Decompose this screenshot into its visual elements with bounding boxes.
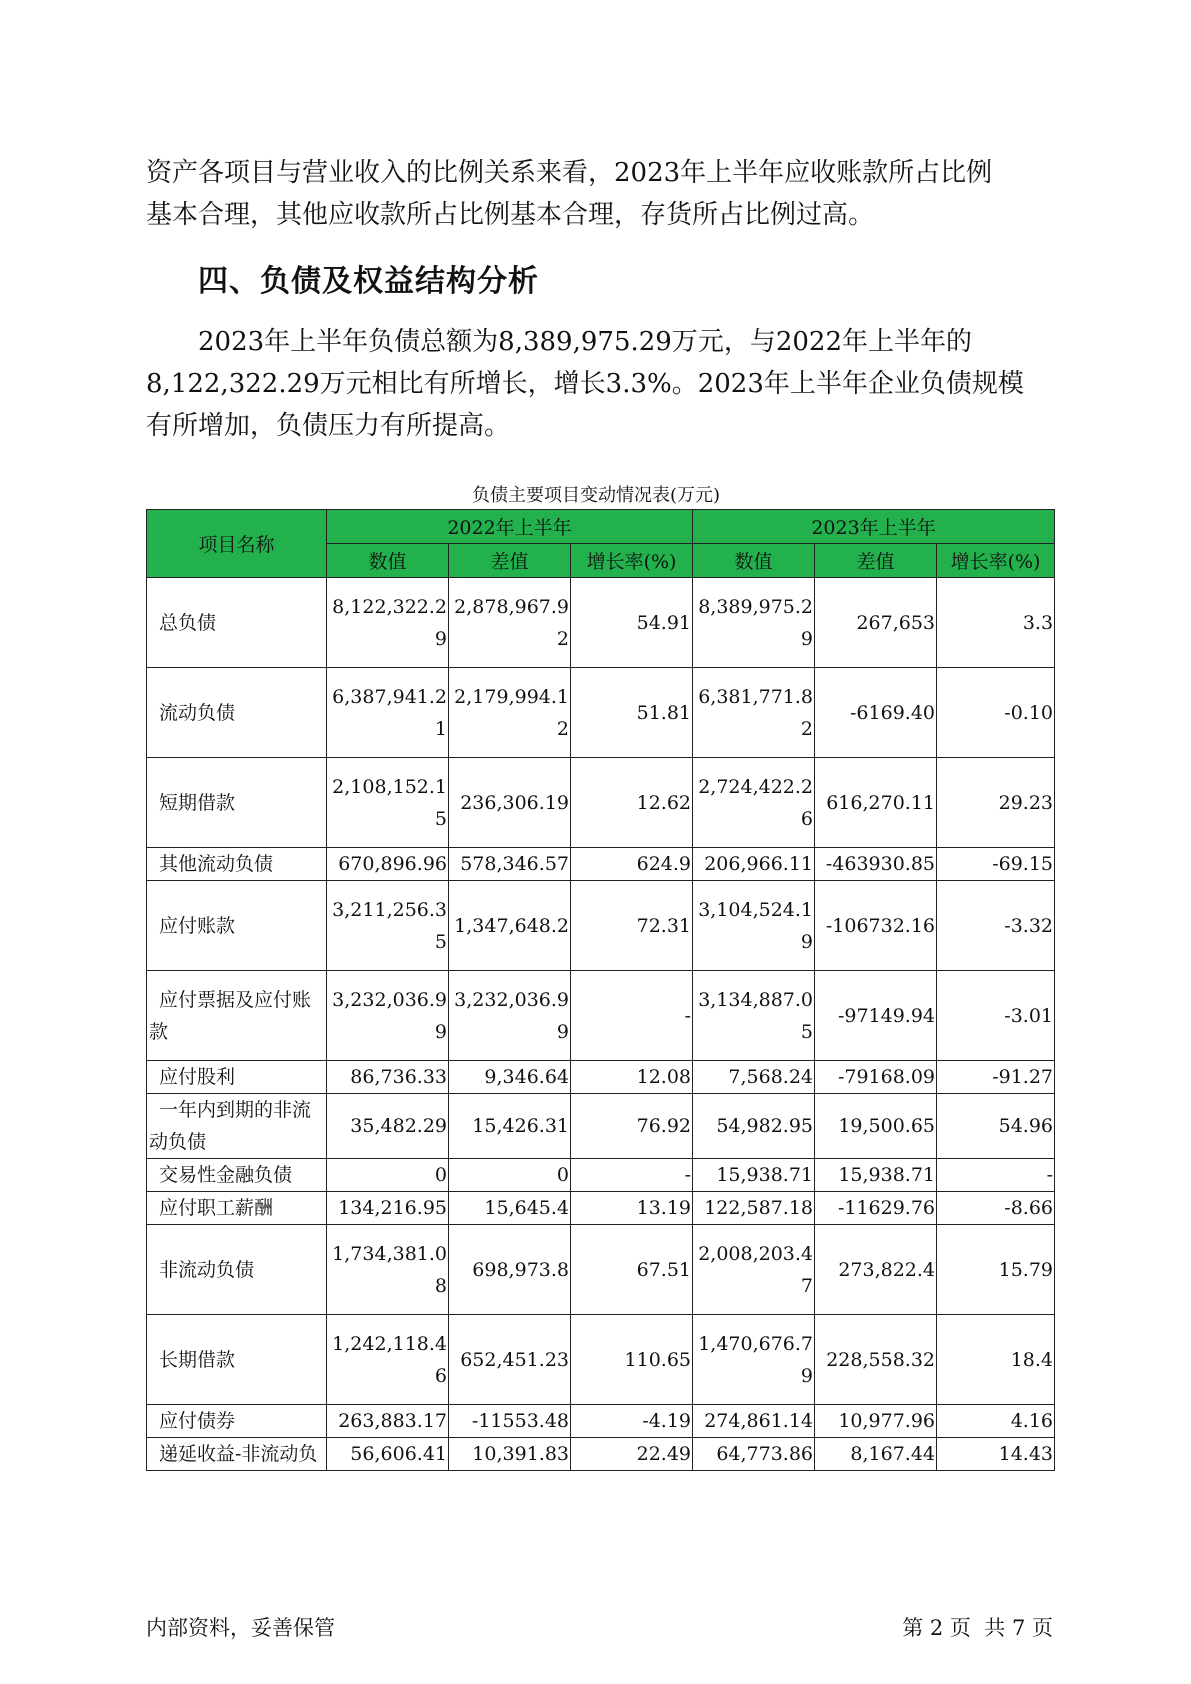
cell-growth-2023: 4.16 <box>937 1405 1055 1438</box>
cell-diff-2023: -79168.09 <box>815 1061 937 1094</box>
table-row <box>147 1159 1055 1192</box>
cell-diff-2023: 228,558.32 <box>815 1315 937 1405</box>
cell-growth-2023: -91.27 <box>937 1061 1055 1094</box>
cell-value-2022: 263,883.17 <box>327 1405 449 1438</box>
cell-value-2023: 8,389,975.29 <box>693 578 815 668</box>
header-growth-2023: 增长率(%) <box>937 544 1055 578</box>
cell-diff-2023: -11629.76 <box>815 1192 937 1225</box>
cell-value-2023: 2,008,203.47 <box>693 1225 815 1315</box>
cell-diff-2022: 3,232,036.99 <box>449 971 571 1061</box>
cell-growth-2023: 15.79 <box>937 1225 1055 1315</box>
cell-diff-2022: 9,346.64 <box>449 1061 571 1094</box>
table-row <box>147 1061 1055 1094</box>
row-name: 非流动负债 <box>147 1225 327 1315</box>
row-name: 应付债券 <box>147 1405 327 1438</box>
cell-growth-2023: -8.66 <box>937 1192 1055 1225</box>
table-row <box>147 668 1055 758</box>
paragraph-line: 有所增加，负债压力有所提高。 <box>146 411 511 441</box>
cell-diff-2022: 15,426.31 <box>449 1094 571 1159</box>
paragraph-line: 8,122,322.29万元相比有所增长，增长3.3%。2023年上半年企业负债规模 <box>146 369 1024 399</box>
cell-diff-2023: 8,167.44 <box>815 1438 937 1471</box>
cell-diff-2023: 267,653 <box>815 578 937 668</box>
cell-growth-2023: - <box>937 1159 1055 1192</box>
cell-diff-2022: 1,347,648.2 <box>449 881 571 971</box>
table-caption: 负债主要项目变动情况表(万元) <box>471 485 721 506</box>
cell-diff-2023: 616,270.11 <box>815 758 937 848</box>
cell-value-2023: 15,938.71 <box>693 1159 815 1192</box>
cell-value-2022: 2,108,152.15 <box>327 758 449 848</box>
cell-diff-2023: -106732.16 <box>815 881 937 971</box>
cell-growth-2022: - <box>571 1159 693 1192</box>
cell-value-2022: 8,122,322.29 <box>327 578 449 668</box>
cell-value-2022: 6,387,941.21 <box>327 668 449 758</box>
cell-value-2023: 64,773.86 <box>693 1438 815 1471</box>
table-row <box>147 1315 1055 1405</box>
header-value-2022: 数值 <box>327 544 449 578</box>
cell-growth-2022: 624.9 <box>571 848 693 881</box>
liability-table <box>146 509 1055 1471</box>
row-name: 短期借款 <box>147 758 327 848</box>
cell-value-2022: 56,606.41 <box>327 1438 449 1471</box>
footer-page-number: 第 2 页 共 7 页 <box>902 1616 1053 1640</box>
header-diff-2022: 差值 <box>449 544 571 578</box>
cell-growth-2023: 29.23 <box>937 758 1055 848</box>
cell-diff-2022: 10,391.83 <box>449 1438 571 1471</box>
cell-growth-2022: 67.51 <box>571 1225 693 1315</box>
table-row <box>147 848 1055 881</box>
cell-value-2023: 3,134,887.05 <box>693 971 815 1061</box>
cell-value-2023: 3,104,524.19 <box>693 881 815 971</box>
cell-value-2022: 1,734,381.08 <box>327 1225 449 1315</box>
table-row <box>147 1192 1055 1225</box>
cell-growth-2023: -3.32 <box>937 881 1055 971</box>
cell-diff-2023: -463930.85 <box>815 848 937 881</box>
cell-growth-2022: 13.19 <box>571 1192 693 1225</box>
paragraph-liability-summary <box>146 321 1046 447</box>
table-row <box>147 1405 1055 1438</box>
cell-value-2023: 6,381,771.82 <box>693 668 815 758</box>
cell-value-2022: 1,242,118.46 <box>327 1315 449 1405</box>
cell-diff-2022: 652,451.23 <box>449 1315 571 1405</box>
paragraph-line: 资产各项目与营业收入的比例关系来看，2023年上半年应收账款所占比例 <box>146 158 993 188</box>
cell-value-2023: 206,966.11 <box>693 848 815 881</box>
cell-growth-2022: 110.65 <box>571 1315 693 1405</box>
cell-diff-2022: 2,179,994.12 <box>449 668 571 758</box>
cell-value-2022: 86,736.33 <box>327 1061 449 1094</box>
cell-growth-2022: 51.81 <box>571 668 693 758</box>
cell-growth-2022: 12.08 <box>571 1061 693 1094</box>
paragraph-asset-ratio <box>146 152 1046 236</box>
cell-diff-2023: 15,938.71 <box>815 1159 937 1192</box>
row-name: 应付职工薪酬 <box>147 1192 327 1225</box>
cell-growth-2023: 18.4 <box>937 1315 1055 1405</box>
cell-diff-2023: 19,500.65 <box>815 1094 937 1159</box>
cell-diff-2023: -6169.40 <box>815 668 937 758</box>
header-diff-2023: 差值 <box>815 544 937 578</box>
cell-growth-2022: 72.31 <box>571 881 693 971</box>
cell-diff-2023: 273,822.4 <box>815 1225 937 1315</box>
cell-growth-2023: 14.43 <box>937 1438 1055 1471</box>
table-row <box>147 758 1055 848</box>
cell-growth-2023: -0.10 <box>937 668 1055 758</box>
cell-diff-2022: 698,973.8 <box>449 1225 571 1315</box>
cell-growth-2022: 76.92 <box>571 1094 693 1159</box>
cell-growth-2023: -69.15 <box>937 848 1055 881</box>
row-name: 交易性金融负债 <box>147 1159 327 1192</box>
row-name: 应付账款 <box>147 881 327 971</box>
cell-value-2022: 134,216.95 <box>327 1192 449 1225</box>
cell-diff-2023: 10,977.96 <box>815 1405 937 1438</box>
table-row <box>147 1438 1055 1471</box>
cell-value-2022: 3,211,256.35 <box>327 881 449 971</box>
cell-growth-2023: 3.3 <box>937 578 1055 668</box>
cell-value-2023: 2,724,422.26 <box>693 758 815 848</box>
cell-diff-2022: 2,878,967.92 <box>449 578 571 668</box>
cell-growth-2022: 54.91 <box>571 578 693 668</box>
header-period-2022: 2022年上半年 <box>327 510 693 544</box>
paragraph-line: 2023年上半年负债总额为8,389,975.29万元，与2022年上半年的 <box>198 327 973 357</box>
table-row <box>147 1094 1055 1159</box>
row-name: 流动负债 <box>147 668 327 758</box>
row-name: 一年内到期的非流动负债 <box>147 1094 327 1159</box>
row-name: 其他流动负债 <box>147 848 327 881</box>
header-value-2023: 数值 <box>693 544 815 578</box>
cell-value-2023: 122,587.18 <box>693 1192 815 1225</box>
paragraph-line: 基本合理，其他应收款所占比例基本合理，存货所占比例过高。 <box>146 200 875 230</box>
cell-value-2023: 274,861.14 <box>693 1405 815 1438</box>
cell-growth-2022: 22.49 <box>571 1438 693 1471</box>
row-name: 长期借款 <box>147 1315 327 1405</box>
footer-confidential-note: 内部资料，妥善保管 <box>146 1616 335 1640</box>
table-row <box>147 578 1055 668</box>
row-name: 应付股利 <box>147 1061 327 1094</box>
table-row <box>147 881 1055 971</box>
header-item-name: 项目名称 <box>147 510 327 578</box>
cell-diff-2022: 0 <box>449 1159 571 1192</box>
cell-value-2023: 54,982.95 <box>693 1094 815 1159</box>
cell-value-2022: 0 <box>327 1159 449 1192</box>
header-growth-2022: 增长率(%) <box>571 544 693 578</box>
header-period-2023: 2023年上半年 <box>693 510 1055 544</box>
cell-value-2023: 7,568.24 <box>693 1061 815 1094</box>
section-heading: 四、负债及权益结构分析 <box>198 264 539 299</box>
cell-diff-2022: 578,346.57 <box>449 848 571 881</box>
cell-diff-2023: -97149.94 <box>815 971 937 1061</box>
cell-value-2022: 670,896.96 <box>327 848 449 881</box>
table-row <box>147 1225 1055 1315</box>
cell-growth-2023: -3.01 <box>937 971 1055 1061</box>
row-name: 总负债 <box>147 578 327 668</box>
cell-growth-2023: 54.96 <box>937 1094 1055 1159</box>
cell-diff-2022: 15,645.4 <box>449 1192 571 1225</box>
cell-growth-2022: 12.62 <box>571 758 693 848</box>
cell-diff-2022: -11553.48 <box>449 1405 571 1438</box>
cell-value-2022: 3,232,036.99 <box>327 971 449 1061</box>
cell-growth-2022: - <box>571 971 693 1061</box>
row-name: 递延收益-非流动负 <box>147 1438 327 1471</box>
row-name: 应付票据及应付账款 <box>147 971 327 1061</box>
table-row <box>147 971 1055 1061</box>
cell-diff-2022: 236,306.19 <box>449 758 571 848</box>
cell-value-2023: 1,470,676.79 <box>693 1315 815 1405</box>
cell-value-2022: 35,482.29 <box>327 1094 449 1159</box>
cell-growth-2022: -4.19 <box>571 1405 693 1438</box>
